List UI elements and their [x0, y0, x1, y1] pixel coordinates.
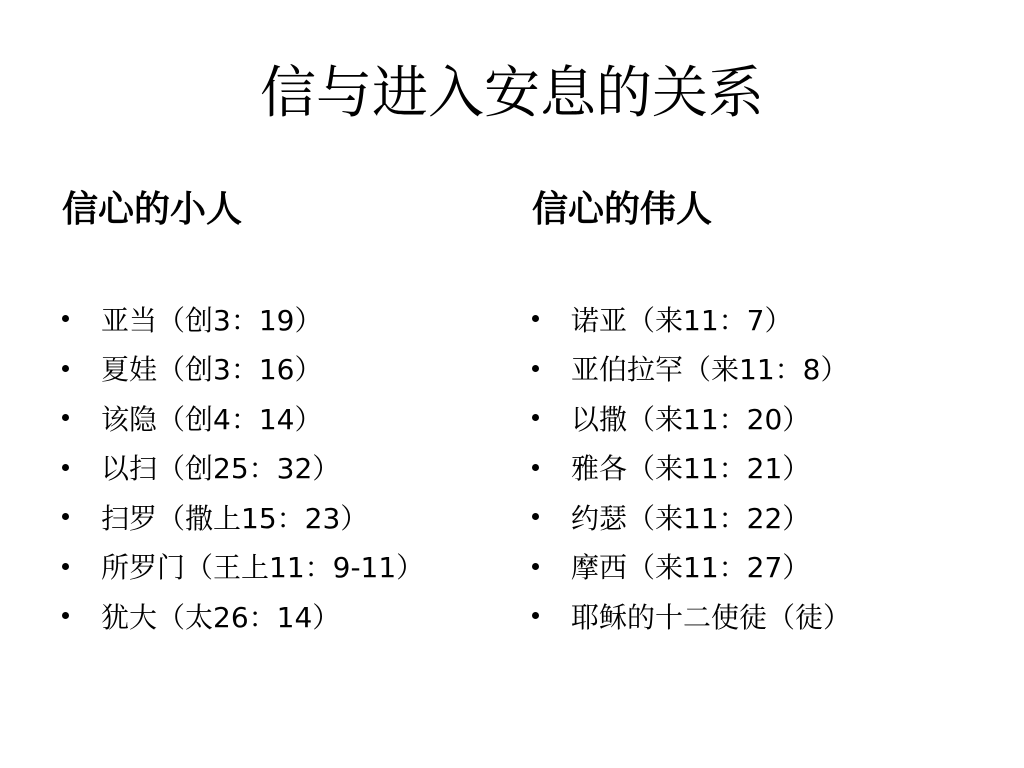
bullet-icon	[62, 414, 69, 421]
list-item-text: 犹大（太26：14）	[101, 600, 341, 634]
list-item-text: 扫罗（撒上15：23）	[101, 501, 369, 535]
bullet-icon	[62, 563, 69, 570]
list-item-text: 以扫（创25：32）	[101, 452, 341, 486]
list-item	[532, 393, 851, 443]
bullet-icon	[62, 365, 69, 372]
bullet-icon	[62, 513, 69, 520]
list-item	[62, 344, 424, 394]
list-item-text: 摩西（来11：27）	[571, 551, 811, 585]
list-item-text: 以撒（来11：20）	[571, 402, 811, 436]
list-item-text: 诺亚（来11：7）	[571, 303, 793, 337]
bullet-icon	[62, 464, 69, 471]
left-column-heading: 信心的小人	[62, 189, 243, 230]
bullet-icon	[62, 315, 69, 322]
list-item	[532, 443, 851, 493]
list-item-text: 所罗门（王上11：9-11）	[101, 551, 425, 585]
bullet-icon	[532, 464, 539, 471]
left-column	[62, 184, 492, 634]
list-item	[532, 492, 851, 542]
list-item	[532, 542, 851, 592]
list-item	[532, 591, 851, 641]
left-bullet-list	[62, 294, 424, 641]
list-item	[62, 443, 424, 493]
bullet-icon	[532, 513, 539, 520]
list-item-text: 该隐（创4：14）	[101, 402, 323, 436]
list-item-text: 夏娃（创3：16）	[101, 353, 323, 387]
right-bullet-list	[532, 294, 851, 641]
list-item	[62, 294, 424, 344]
list-item-text: 亚伯拉罕（来11：8）	[571, 353, 849, 387]
list-item	[62, 393, 424, 443]
slide-title: 信与进入安息的关系	[260, 61, 764, 126]
list-item-text: 约瑟（来11：22）	[571, 501, 811, 535]
list-item	[62, 591, 424, 641]
list-item	[62, 542, 424, 592]
bullet-icon	[532, 315, 539, 322]
bullet-icon	[532, 414, 539, 421]
list-item-text: 雅各（来11：21）	[571, 452, 811, 486]
list-item	[62, 492, 424, 542]
bullet-icon	[62, 612, 69, 619]
list-item-text: 耶稣的十二使徒（徒）	[571, 600, 852, 634]
list-item	[532, 294, 851, 344]
list-item-text: 亚当（创3：19）	[101, 303, 323, 337]
bullet-icon	[532, 612, 539, 619]
right-column-heading: 信心的伟人	[532, 189, 713, 230]
bullet-icon	[532, 563, 539, 570]
list-item	[532, 344, 851, 394]
bullet-icon	[532, 365, 539, 372]
right-column	[532, 184, 1002, 634]
